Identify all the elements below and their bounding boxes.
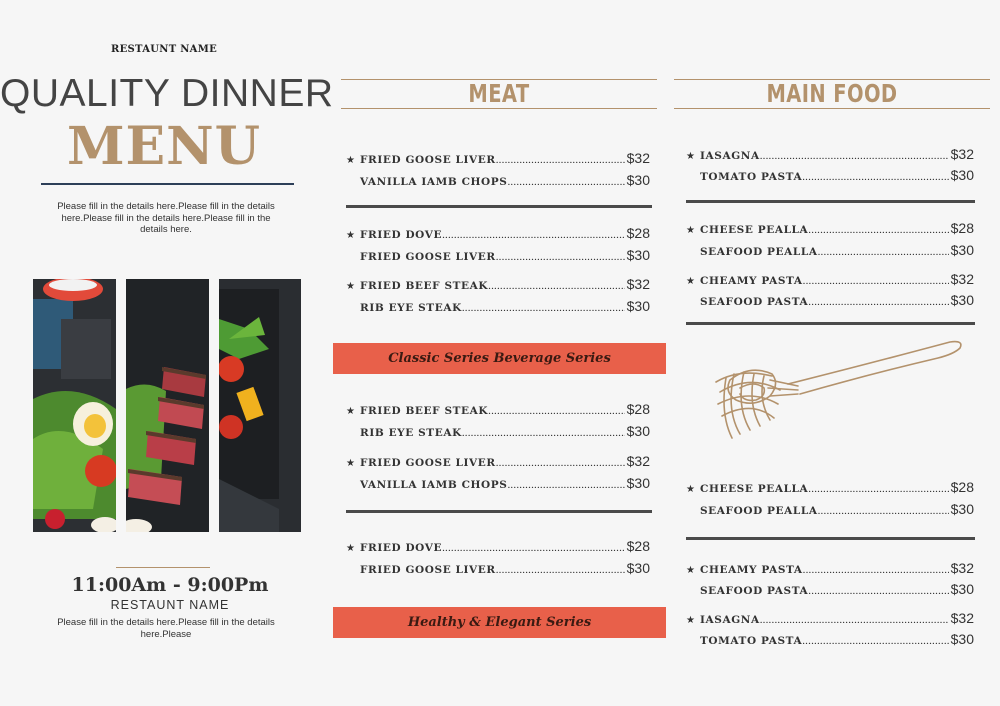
list-item: ★ FRIED BEEF STEAK ..... $32	[346, 276, 650, 292]
star-icon: ★	[686, 225, 695, 236]
restaurant-name-top: RESTAUNT NAME	[110, 44, 218, 55]
meat-divider	[346, 205, 652, 208]
title-divider	[41, 183, 294, 185]
list-item: FRIED GOOSE LIVER ..... $30	[346, 247, 650, 263]
intro-text: Please fill in the details here.Please fill in the details here.Please fill in the details here.Please fill in the details here.	[57, 201, 275, 235]
title-menu: MENU	[66, 116, 262, 177]
restaurant-name-bottom: RESTAUNT NAME	[110, 598, 230, 612]
spaghetti-fork-icon	[710, 334, 966, 444]
list-item: ★ IASAGNA ..... $32	[686, 610, 974, 626]
star-icon: ★	[686, 615, 695, 626]
main-group-5	[686, 560, 974, 597]
star-icon: ★	[346, 230, 355, 241]
meat-group-4	[346, 401, 650, 439]
meat-group-1	[346, 150, 650, 188]
list-item: ★ FRIED GOOSE LIVER ..... $32	[346, 453, 650, 469]
list-item: ★ FRIED DOVE ..... $28	[346, 225, 650, 241]
list-item: RIB EYE STEAK ..... $30	[346, 298, 650, 314]
main-group-3	[686, 271, 974, 308]
list-item: FRIED GOOSE LIVER ..... $30	[346, 560, 650, 576]
meat-group-3	[346, 276, 650, 314]
list-item: VANILLA IAMB CHOPS ..... $30	[346, 172, 650, 188]
star-icon: ★	[346, 406, 355, 417]
list-item: SEAFOOD PASTA ..... $30	[686, 292, 974, 308]
list-item: SEAFOOD PEALLA ..... $30	[686, 242, 974, 258]
main-food-section-header	[674, 79, 990, 109]
food-photo-strip-1	[33, 279, 116, 532]
main-divider	[686, 537, 975, 540]
meat-group-5	[346, 453, 650, 491]
list-item: ★ FRIED BEEF STEAK ..... $28	[346, 401, 650, 417]
healthy-elegant-banner: Healthy & Elegant Series	[333, 607, 666, 638]
list-item: TOMATO PASTA ..... $30	[686, 631, 974, 647]
meat-group-6	[346, 538, 650, 576]
main-food-title: MAIN FOOD	[766, 79, 898, 108]
list-item: ★ FRIED DOVE ..... $28	[346, 538, 650, 554]
classic-series-banner: Classic Series Beverage Series	[333, 343, 666, 374]
main-group-1	[686, 146, 974, 183]
star-icon: ★	[686, 276, 695, 287]
star-icon: ★	[686, 484, 695, 495]
list-item: ★ CHEESE PEALLA ..... $28	[686, 220, 974, 236]
meat-title: MEAT	[468, 79, 530, 108]
food-photo-strip-3	[219, 279, 301, 532]
list-item: ★ CHEAMY PASTA ..... $32	[686, 560, 974, 576]
star-icon: ★	[346, 543, 355, 554]
main-divider	[686, 322, 975, 325]
main-group-4	[686, 479, 974, 517]
list-item: SEAFOOD PEALLA ..... $30	[686, 501, 974, 517]
hours-divider	[116, 567, 210, 568]
list-item: ★ IASAGNA ..... $32	[686, 146, 974, 162]
main-group-2	[686, 220, 974, 258]
title-quality-dinner: QUALITY DINNER	[0, 72, 334, 115]
list-item: TOMATO PASTA ..... $30	[686, 167, 974, 183]
list-item: SEAFOOD PASTA ..... $30	[686, 581, 974, 597]
meat-group-2	[346, 225, 650, 263]
main-group-6	[686, 610, 974, 647]
star-icon: ★	[686, 565, 695, 576]
meat-divider	[346, 510, 652, 513]
main-divider	[686, 200, 975, 203]
star-icon: ★	[346, 281, 355, 292]
star-icon: ★	[346, 155, 355, 166]
opening-hours: 11:00Am - 9:00Pm	[71, 574, 269, 596]
list-item: ★ CHEAMY PASTA ..... $32	[686, 271, 974, 287]
list-item: ★ FRIED GOOSE LIVER ..... $32	[346, 150, 650, 166]
meat-section-header	[341, 79, 657, 109]
food-photo-strip-2	[126, 279, 209, 532]
star-icon: ★	[686, 151, 695, 162]
list-item: VANILLA IAMB CHOPS ..... $30	[346, 475, 650, 491]
star-icon: ★	[346, 458, 355, 469]
list-item: ★ CHEESE PEALLA ..... $28	[686, 479, 974, 495]
list-item: RIB EYE STEAK ..... $30	[346, 423, 650, 439]
footer-text: Please fill in the details here.Please fill in the details here.Please	[57, 617, 275, 640]
